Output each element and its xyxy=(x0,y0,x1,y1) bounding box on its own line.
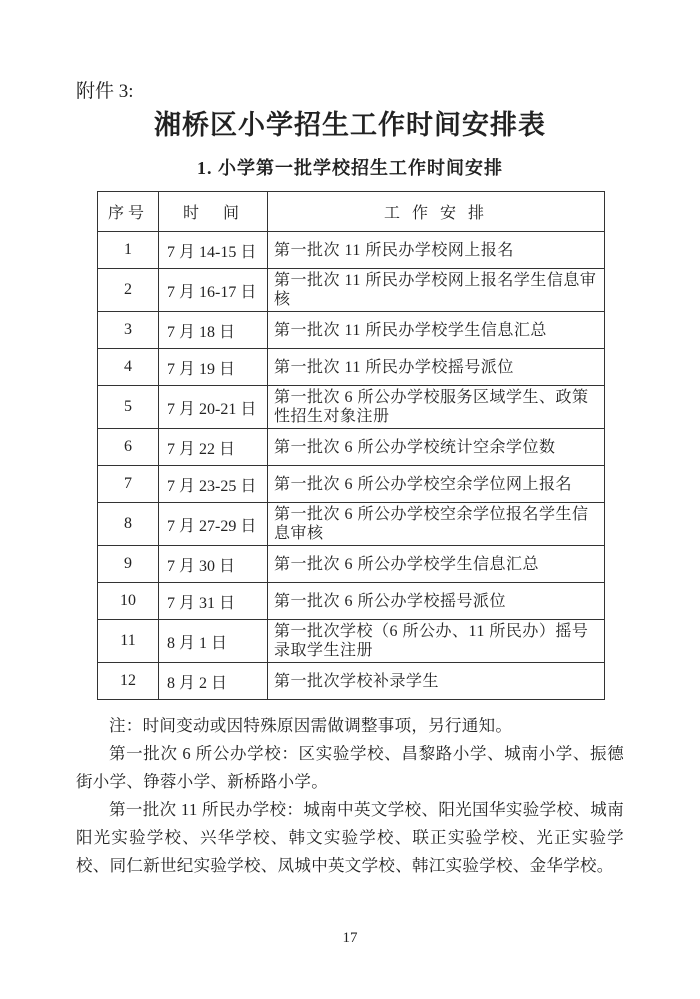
row-number: 6 xyxy=(98,429,159,466)
table-row xyxy=(98,386,605,429)
row-task: 第一批次 11 所民办学校网上报名学生信息审核 xyxy=(268,269,605,312)
row-time: 7 月 18 日 xyxy=(159,312,268,349)
header-task: 工 作 安 排 xyxy=(268,192,605,232)
row-number: 8 xyxy=(98,503,159,546)
table-row xyxy=(98,429,605,466)
row-time: 7 月 30 日 xyxy=(159,546,268,583)
table-header-row xyxy=(98,192,605,232)
schedule-table xyxy=(97,191,605,700)
table-row xyxy=(98,349,605,386)
page-number: 17 xyxy=(342,930,358,946)
row-task: 第一批次 6 所公办学校学生信息汇总 xyxy=(268,546,605,583)
section-subtitle: 1. 小学第一批学校招生工作时间安排 xyxy=(197,158,503,178)
row-task: 第一批次 6 所公办学校空余学位网上报名 xyxy=(268,466,605,503)
table-row xyxy=(98,503,605,546)
row-time: 7 月 16-17 日 xyxy=(159,269,268,312)
row-time: 8 月 1 日 xyxy=(159,620,268,663)
header-no: 序号 xyxy=(98,192,159,232)
row-number: 1 xyxy=(98,232,159,269)
row-time: 7 月 20-21 日 xyxy=(159,386,268,429)
row-number: 11 xyxy=(98,620,159,663)
table-row xyxy=(98,663,605,700)
row-time: 7 月 22 日 xyxy=(159,429,268,466)
row-task: 第一批次 11 所民办学校学生信息汇总 xyxy=(268,312,605,349)
row-number: 5 xyxy=(98,386,159,429)
row-task: 第一批次学校（6 所公办、11 所民办）摇号录取学生注册 xyxy=(268,620,605,663)
row-number: 12 xyxy=(98,663,159,700)
row-number: 7 xyxy=(98,466,159,503)
row-task: 第一批次学校补录学生 xyxy=(268,663,605,700)
row-task: 第一批次 6 所公办学校空余学位报名学生信息审核 xyxy=(268,503,605,546)
row-time: 7 月 23-25 日 xyxy=(159,466,268,503)
table-row xyxy=(98,583,605,620)
row-time: 7 月 14-15 日 xyxy=(159,232,268,269)
row-task: 第一批次 11 所民办学校摇号派位 xyxy=(268,349,605,386)
note-public-schools: 第一批次 6 所公办学校：区实验学校、昌黎路小学、城南小学、振德街小学、铮蓉小学、新桥路小学。 xyxy=(76,744,624,791)
row-task: 第一批次 6 所公办学校服务区域学生、政策性招生对象注册 xyxy=(268,386,605,429)
table-row xyxy=(98,466,605,503)
note-private-schools: 第一批次 11 所民办学校：城南中英文学校、阳光国华实验学校、城南阳光实验学校、兴华学校、韩文实验学校、联正实验学校、光正实验学校、同仁新世纪实验学校、凤城中英文学校、韩江实验学校、金华学校。 xyxy=(76,800,624,875)
row-number: 10 xyxy=(98,583,159,620)
document-title: 湘桥区小学招生工作时间安排表 xyxy=(154,110,546,140)
attachment-label: 附件 3: xyxy=(76,81,134,102)
table-row xyxy=(98,232,605,269)
row-number: 3 xyxy=(98,312,159,349)
row-time: 7 月 27-29 日 xyxy=(159,503,268,546)
row-task: 第一批次 6 所公办学校统计空余学位数 xyxy=(268,429,605,466)
note-adjustment: 注：时间变动或因特殊原因需做调整事项，另行通知。 xyxy=(109,716,513,735)
row-number: 4 xyxy=(98,349,159,386)
row-time: 8 月 2 日 xyxy=(159,663,268,700)
notes xyxy=(76,712,624,880)
row-time: 7 月 19 日 xyxy=(159,349,268,386)
row-time: 7 月 31 日 xyxy=(159,583,268,620)
row-number: 9 xyxy=(98,546,159,583)
row-task: 第一批次 11 所民办学校网上报名 xyxy=(268,232,605,269)
table-row xyxy=(98,312,605,349)
row-number: 2 xyxy=(98,269,159,312)
header-time: 时 间 xyxy=(159,192,268,232)
table-row xyxy=(98,269,605,312)
row-task: 第一批次 6 所公办学校摇号派位 xyxy=(268,583,605,620)
table-row xyxy=(98,620,605,663)
table-row xyxy=(98,546,605,583)
